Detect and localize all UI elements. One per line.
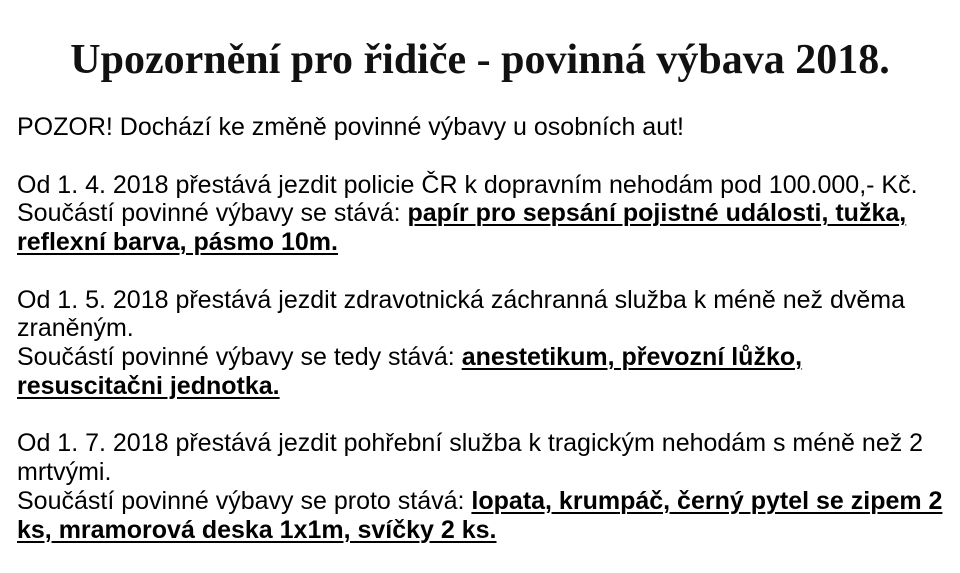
section-funeral-service — [17, 429, 952, 544]
duty-items: resuscitačni jednotka. — [17, 371, 280, 400]
duty-prefix: Součástí povinné výbavy se tedy stává: — [17, 343, 462, 371]
duty-items: reflexní barva, pásmo 10m. — [17, 228, 338, 256]
duty-prefix: Součástí povinné výbavy se proto stává: — [17, 486, 472, 515]
section-police — [17, 171, 952, 257]
duty-items: ks, mramorová deska 1x1m, svíčky 2 ks. — [17, 515, 497, 544]
duty-line — [17, 199, 952, 228]
duty-prefix: Součástí povinné výbavy se stává: — [17, 199, 408, 228]
duty-items: lopata, krumpáč, černý pytel se zipem 2 — [471, 486, 943, 515]
section-text-line: mrtvými. — [17, 458, 112, 486]
duty-line — [17, 487, 952, 516]
section-text-line: Od 1. 4. 2018 přestává jezdit policie ČR k dopravním nehodám pod 100.000,- Kč. — [17, 170, 918, 199]
duty-line — [17, 228, 952, 257]
section-text-line: Od 1. 5. 2018 přestává jezdit zdravotnická záchranná služba k méně než dvěma — [17, 285, 906, 314]
section-text-line: zraněným. — [17, 314, 134, 343]
slide-body — [17, 113, 952, 573]
duty-items: anestetikum, převozní lůžko, — [461, 343, 803, 371]
duty-line — [17, 343, 952, 372]
intro-text: POZOR! Dochází ke změně povinné výbavy u osobních aut! — [17, 113, 685, 141]
duty-items: papír pro sepsání pojistné události, tužka, — [407, 199, 907, 228]
section-text-line: Od 1. 7. 2018 přestává jezdit pohřební služba k tragickým nehodám s méně než 2 — [17, 429, 924, 458]
section-ambulance — [17, 286, 952, 401]
intro-warning — [17, 113, 952, 142]
page-title: Upozornění pro řidiče - povinná výbava 2018. — [70, 37, 890, 83]
duty-line — [17, 372, 952, 401]
duty-line — [17, 516, 952, 545]
